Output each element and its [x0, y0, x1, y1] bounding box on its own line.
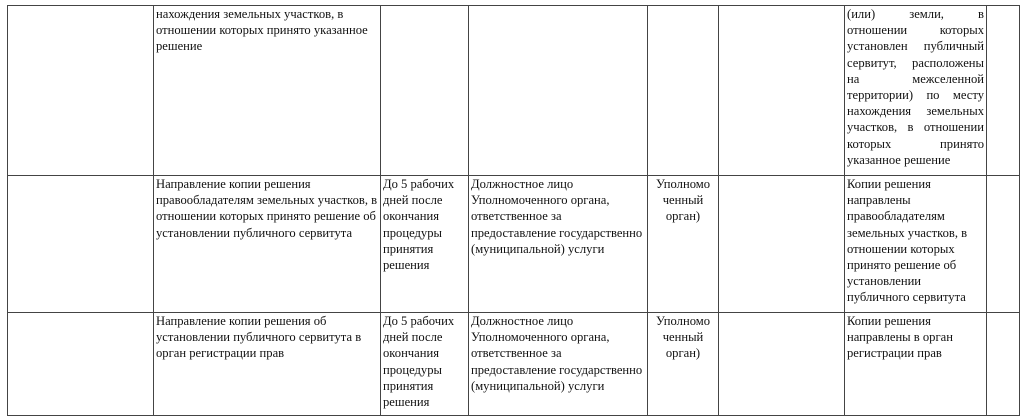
empty-cell — [8, 6, 154, 176]
empty-cell — [987, 313, 1020, 416]
result-cell: Копии решения направлены правообладателям земельных участков, в отношении которых принято решение об установлении публичного сервитута — [845, 176, 987, 313]
responsible-cell: Должностное лицо Уполномоченного органа, ответственное за предоставление государственно (муниципальной) услуги — [469, 313, 648, 416]
action-cell: Направление копии решения правообладателям земельных участков, в отношении которых принято решение об установлении публичного сервитута — [154, 176, 381, 313]
table-row — [8, 313, 1020, 416]
action-cell: нахождения земельных участков, в отношении которых принято указанное решение — [154, 6, 381, 176]
place-cell — [648, 6, 719, 176]
action-cell: Направление копии решения об установлении публичного сервитута в орган регистрации прав — [154, 313, 381, 416]
result-cell: Копии решения направлены в орган регистрации прав — [845, 313, 987, 416]
place-cell: Уполномо ченный орган) — [648, 313, 719, 416]
empty-cell — [8, 313, 154, 416]
term-cell: До 5 рабочих дней после окончания процедуры принятия решения — [381, 176, 469, 313]
place-cell: Уполномо ченный орган) — [648, 176, 719, 313]
criteria-cell — [719, 6, 845, 176]
empty-cell — [987, 176, 1020, 313]
procedure-table — [7, 5, 1020, 416]
criteria-cell — [719, 313, 845, 416]
criteria-cell — [719, 176, 845, 313]
empty-cell — [987, 6, 1020, 176]
table-row — [8, 6, 1020, 176]
table-row — [8, 176, 1020, 313]
term-cell — [381, 6, 469, 176]
result-cell: (или) земли, в отношении которых установлен публичный сервитут, расположены на межселенной территории) по месту нахождения земельных участков, в отношении которых принято указанное решение — [845, 6, 987, 176]
responsible-cell — [469, 6, 648, 176]
responsible-cell: Должностное лицо Уполномоченного органа, ответственное за предоставление государственно (муниципальной) услуги — [469, 176, 648, 313]
empty-cell — [8, 176, 154, 313]
term-cell: До 5 рабочих дней после окончания процедуры принятия решения — [381, 313, 469, 416]
